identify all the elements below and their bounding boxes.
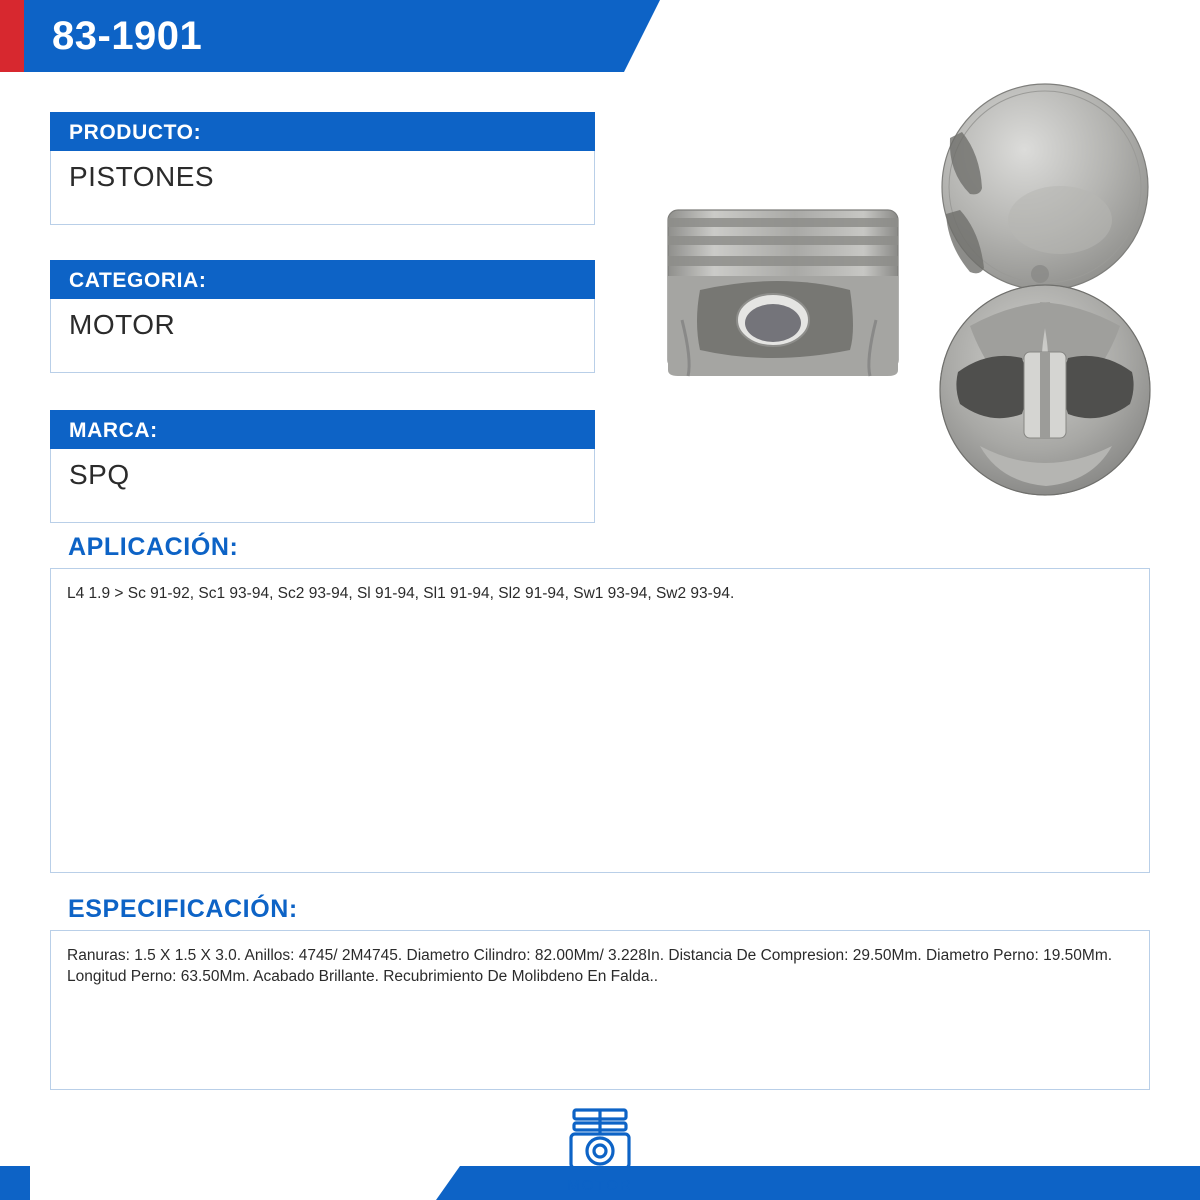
aplicacion-box	[50, 568, 1150, 873]
especificacion-heading: ESPECIFICACIÓN:	[68, 895, 298, 923]
categoria-value-box	[50, 299, 595, 373]
product-photo-svg	[640, 80, 1180, 520]
especificacion-box	[50, 930, 1150, 1090]
aplicacion-text: L4 1.9 > Sc 91-92, Sc1 93-94, Sc2 93-94, Sl 91-94, Sl1 91-94, Sl2 91-94, Sw1 93-94, Sw2 93-94.	[67, 585, 735, 602]
categoria-block	[50, 260, 595, 373]
piston-bottom-view	[940, 285, 1150, 495]
footer-brand	[0, 1106, 1200, 1194]
producto-value: PISTONES	[69, 161, 215, 192]
categoria-label: CATEGORIA:	[50, 260, 595, 299]
marca-value: SPQ	[69, 459, 130, 490]
producto-label: PRODUCTO:	[50, 112, 595, 151]
especificacion-text: Ranuras: 1.5 X 1.5 X 3.0. Anillos: 4745/ 2M4745. Diametro Cilindro: 82.00Mm/ 3.228In. Distancia De Compresion: 29.50Mm. Diametro Perno: 19.50Mm. Longitud Perno: 63.50Mm. Acabado Brillante. Recubrimiento De Molibdeno En Falda..	[67, 947, 1113, 985]
marca-label: MARCA:	[50, 410, 595, 449]
marca-value-box	[50, 449, 595, 523]
page-header	[0, 0, 1200, 72]
aplicacion-heading: APLICACIÓN:	[68, 533, 239, 561]
piston-top-view	[942, 84, 1148, 290]
piston-side-view	[668, 210, 898, 376]
marca-block	[50, 410, 595, 523]
piston-icon	[557, 1106, 643, 1176]
product-image-group	[640, 80, 1180, 520]
categoria-value: MOTOR	[69, 309, 176, 340]
page-title: 83-1901	[52, 14, 203, 58]
producto-block	[50, 112, 595, 225]
producto-value-box	[50, 151, 595, 225]
footer-label: MOTOR	[567, 1177, 633, 1194]
